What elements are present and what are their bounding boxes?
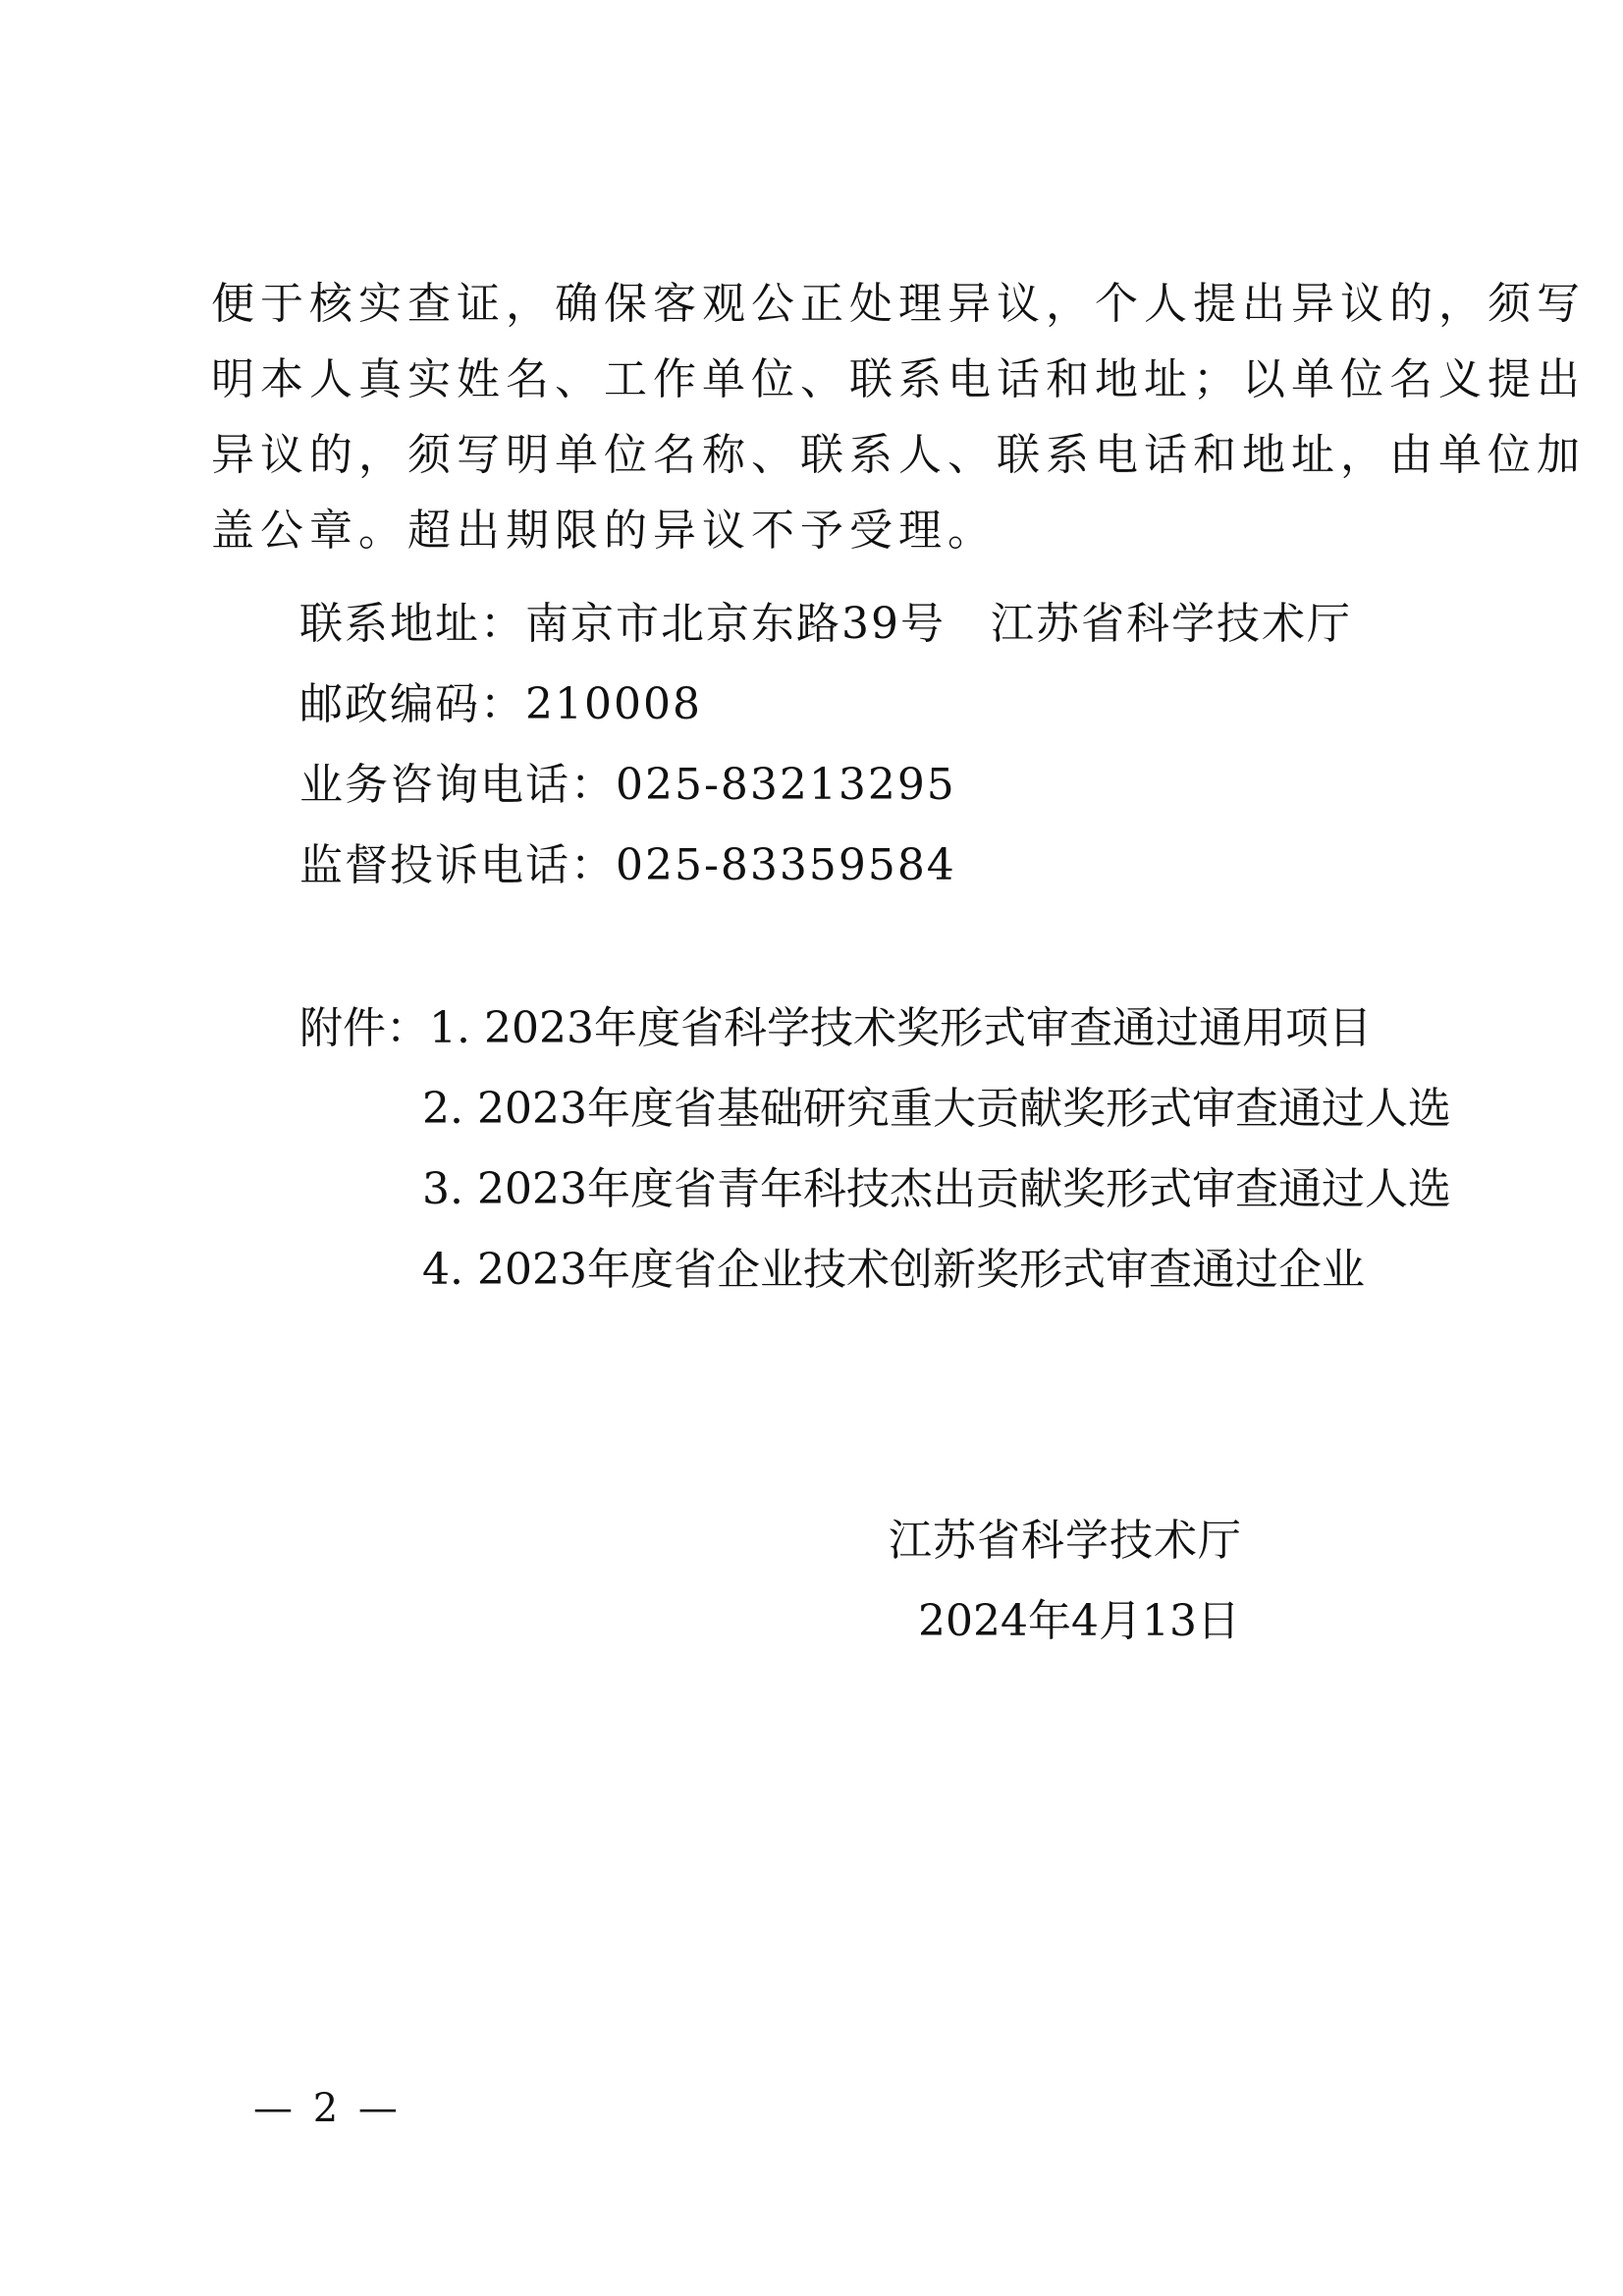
body-line-1: 便于核实查证，确保客观公正处理异议，个人提出异议的，须写 [211,279,1586,329]
attachment-item-2: 2. 2023年度省基础研究重大贡献奖形式审查通过人选 [422,1084,1451,1134]
body-line-2: 明本人真实姓名、工作单位、联系电话和地址；以单位名义提出 [211,354,1586,404]
contact-address: 联系地址：南京市北京东路39号 江苏省科学技术厅 [299,599,1352,649]
body-line-4: 盖公章。超出期限的异议不予受理。 [211,506,997,556]
page-number: — 2 — [253,2086,402,2131]
contact-postcode: 邮政编码：210008 [299,679,702,729]
attachment-item-3: 3. 2023年度省青年科技杰出贡献奖形式审查通过人选 [422,1164,1451,1214]
contact-complaint-phone: 监督投诉电话：025-83359584 [299,840,956,890]
attachment-item-4: 4. 2023年度省企业技术创新奖形式审查通过企业 [422,1245,1365,1295]
body-line-3: 异议的，须写明单位名称、联系人、联系电话和地址，由单位加 [211,430,1586,480]
attachment-item-1: 附件：1. 2023年度省科学技术奖形式审查通过通用项目 [299,1003,1372,1053]
contact-business-phone: 业务咨询电话：025-83213295 [299,760,956,810]
signature-date: 2024年4月13日 [918,1596,1240,1646]
signature-organization: 江苏省科学技术厅 [889,1516,1242,1566]
